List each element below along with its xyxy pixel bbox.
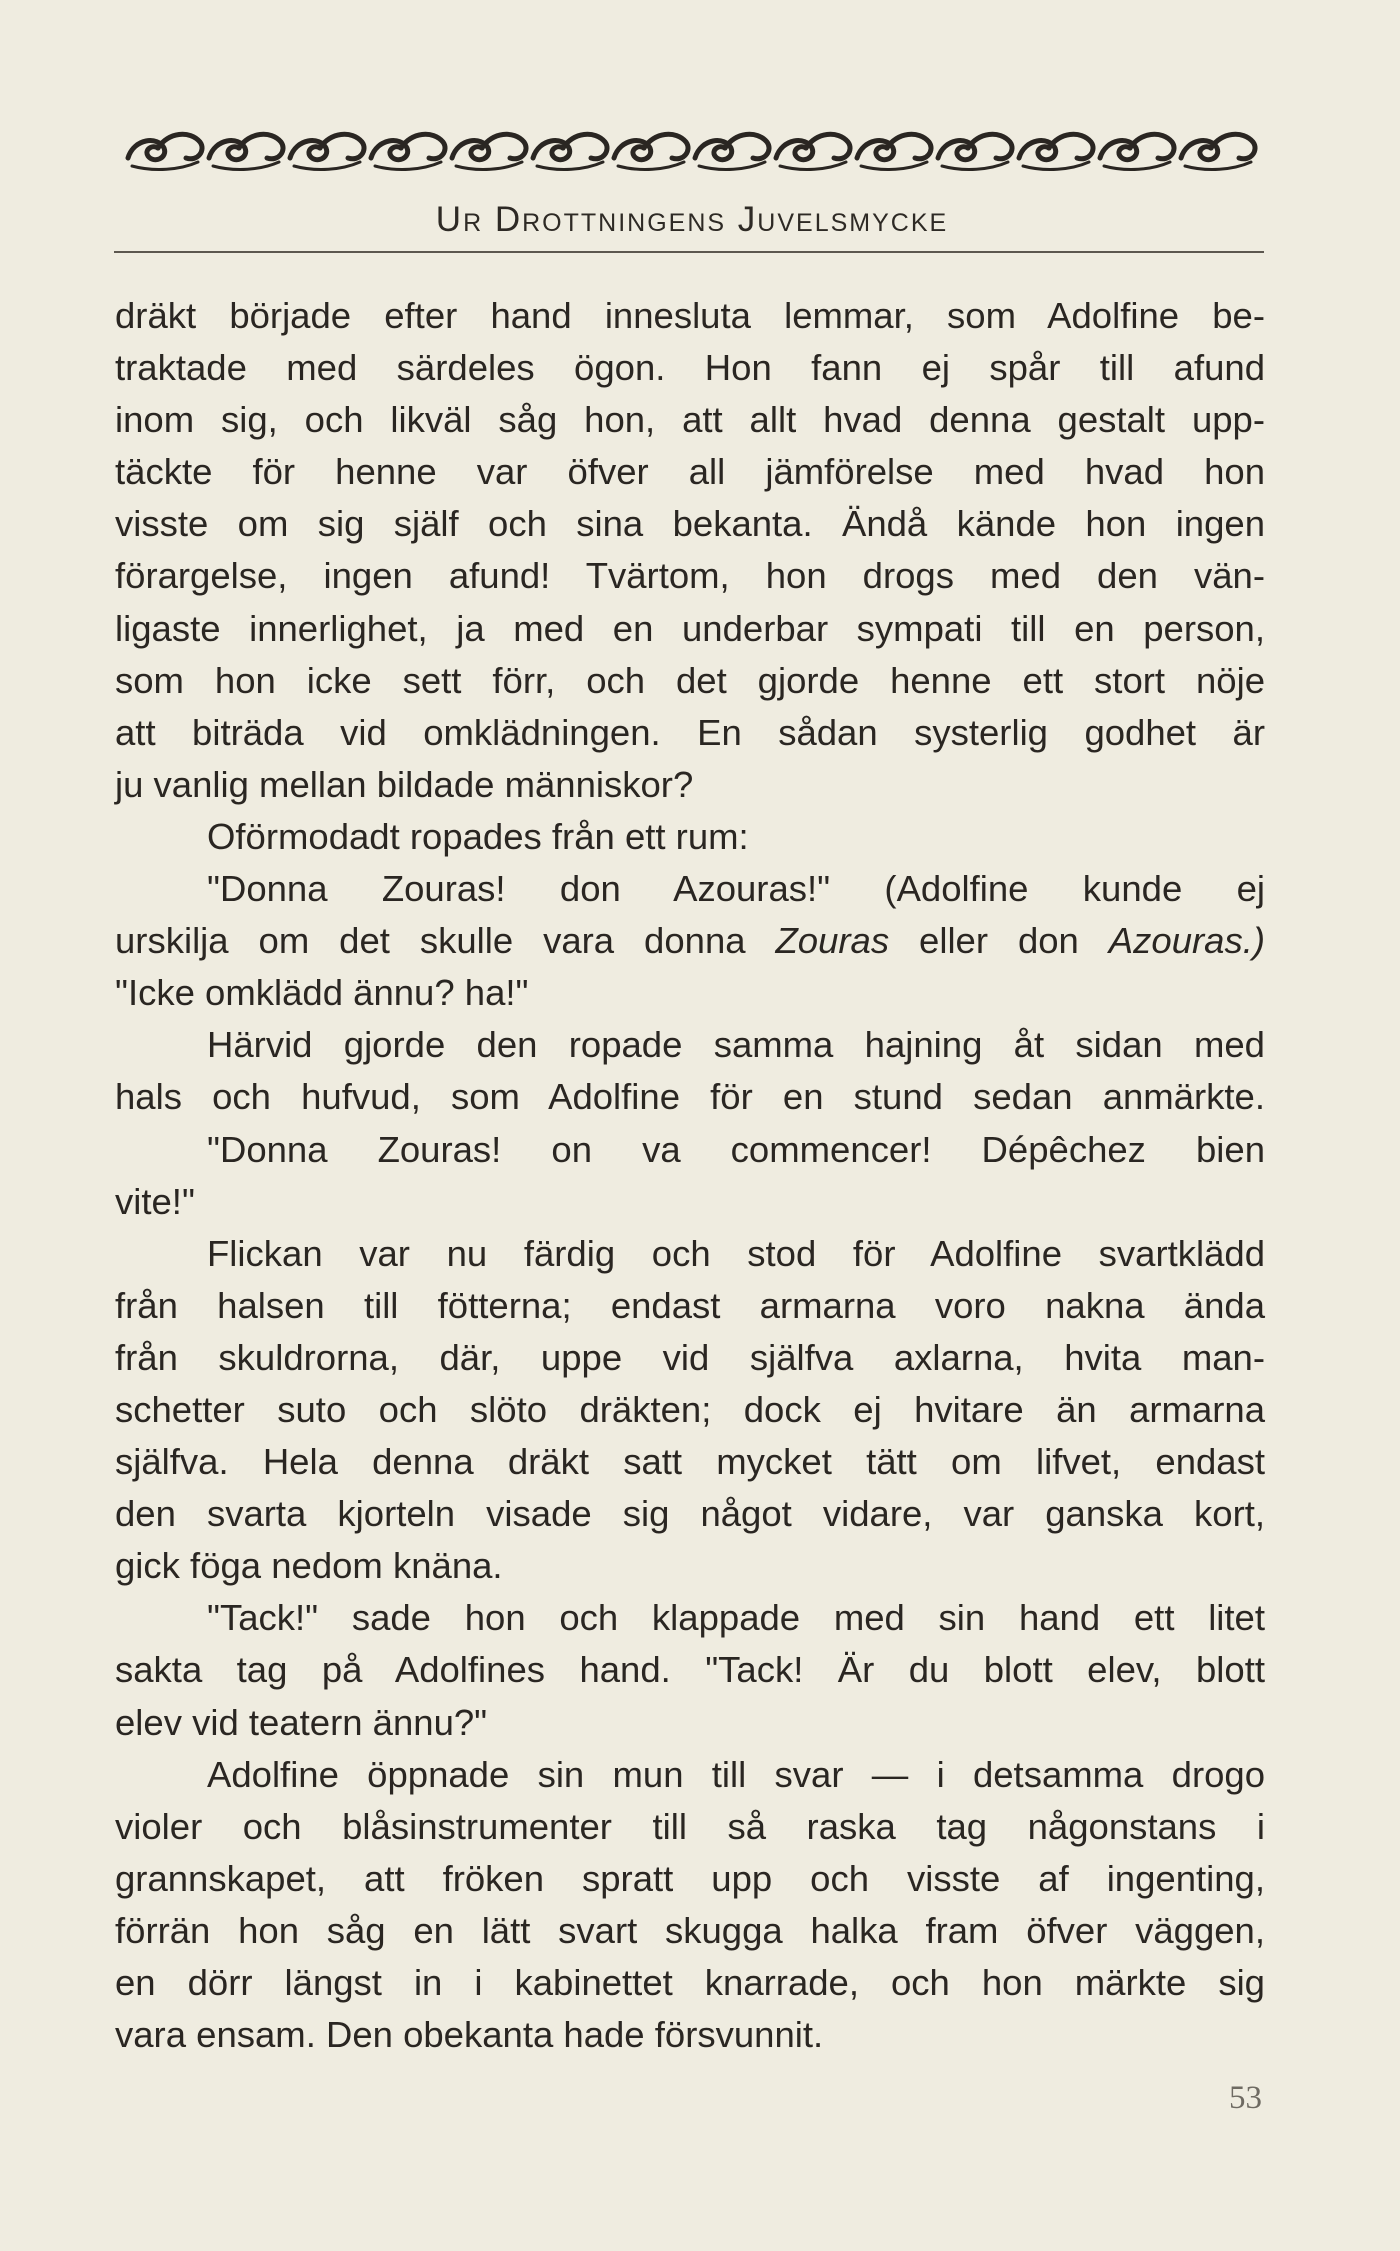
text-line: inom sig, och likväl såg hon, att allt hvad denna gestalt upp-: [115, 399, 1265, 441]
text-line: ju vanlig mellan bildade människor?: [115, 763, 694, 805]
text-line: visste om sig själf och sina bekanta. Ändå kände hon ingen: [115, 503, 1265, 545]
text-line: Härvid gjorde den ropade samma hajning åt sidan med: [207, 1024, 1265, 1066]
text-line: den svarta kjorteln visade sig något vidare, var ganska kort,: [115, 1493, 1265, 1535]
text-line: hals och hufvud, som Adolfine för en stund sedan anmärkte.: [115, 1076, 1265, 1118]
text-line: från skuldrorna, där, uppe vid själfva axlarna, hvita man-: [115, 1336, 1265, 1378]
text-line: som hon icke sett förr, och det gjorde henne ett stort nöje: [115, 659, 1265, 701]
text-line: elev vid teatern ännu?": [115, 1701, 488, 1743]
text-line: [115, 915, 1265, 967]
text-line: grannskapet, att fröken spratt upp och visste af ingenting,: [115, 1857, 1265, 1899]
text-line: Adolfine öppnade sin mun till svar — i detsamma drogo: [207, 1753, 1265, 1795]
text-line: schetter suto och slöto dräkten; dock ej hvitare än armarna: [115, 1388, 1265, 1430]
text-segment: urskilja om det skulle vara donna: [115, 920, 776, 962]
text-line: att biträda vid omklädningen. En sådan systerlig godhet är: [115, 711, 1265, 753]
text-line: själfva. Hela denna dräkt satt mycket tätt om lifvet, endast: [115, 1441, 1265, 1483]
text-line: Flickan var nu färdig och stod för Adolfine svartklädd: [207, 1232, 1265, 1274]
text-line: en dörr längst in i kabinettet knarrade, och hon märkte sig: [115, 1962, 1265, 2003]
header-rule: [114, 251, 1264, 253]
text-line: violer och blåsinstrumenter till så raska tag någonstans i: [115, 1805, 1265, 1847]
body-text: [115, 290, 1265, 2061]
text-line: vite!": [115, 1180, 195, 1222]
italic-name: Zouras: [775, 920, 890, 962]
italic-name: Azouras.): [1108, 920, 1265, 962]
running-head: Ur Drottningens Juvelsmycke: [435, 200, 949, 239]
text-segment: eller don: [889, 920, 1109, 962]
page-number: 53: [1229, 2080, 1262, 2116]
text-line: sakta tag på Adolfines hand. "Tack! Är du blott elev, blott: [115, 1649, 1265, 1691]
text-line: vara ensam. Den obekanta hade försvunnit.: [115, 2014, 824, 2056]
text-line: gick föga nedom knäna.: [115, 1545, 503, 1587]
text-line: "Tack!" sade hon och klappade med sin hand ett litet: [207, 1597, 1265, 1639]
text-line: förrän hon såg en lätt svart skugga halka fram öfver väggen,: [115, 1909, 1265, 1951]
text-line: Oförmodadt ropades från ett rum:: [207, 815, 749, 857]
text-line: dräkt började efter hand innesluta lemmar, som Adolfine be-: [115, 295, 1265, 336]
text-line: förargelse, ingen afund! Tvärtom, hon drogs med den vän-: [115, 555, 1265, 597]
text-line: ligaste innerlighet, ja med en underbar sympati till en person,: [115, 607, 1265, 649]
text-line: från halsen till fötterna; endast armarna voro nakna ända: [115, 1284, 1265, 1326]
text-line: traktade med särdeles ögon. Hon fann ej spår till afund: [115, 347, 1265, 389]
scroll-ornament-icon: [124, 118, 1260, 180]
text-line: "Donna Zouras! don Azouras!" (Adolfine kunde ej: [207, 868, 1265, 910]
decorative-ornament-band: [124, 118, 1260, 180]
text-line: täckte för henne var öfver all jämförelse med hvad hon: [115, 451, 1265, 493]
text-line: "Donna Zouras! on va commencer! Dépêchez bien: [207, 1128, 1265, 1170]
text-line: "Icke omklädd ännu? ha!": [115, 972, 529, 1014]
